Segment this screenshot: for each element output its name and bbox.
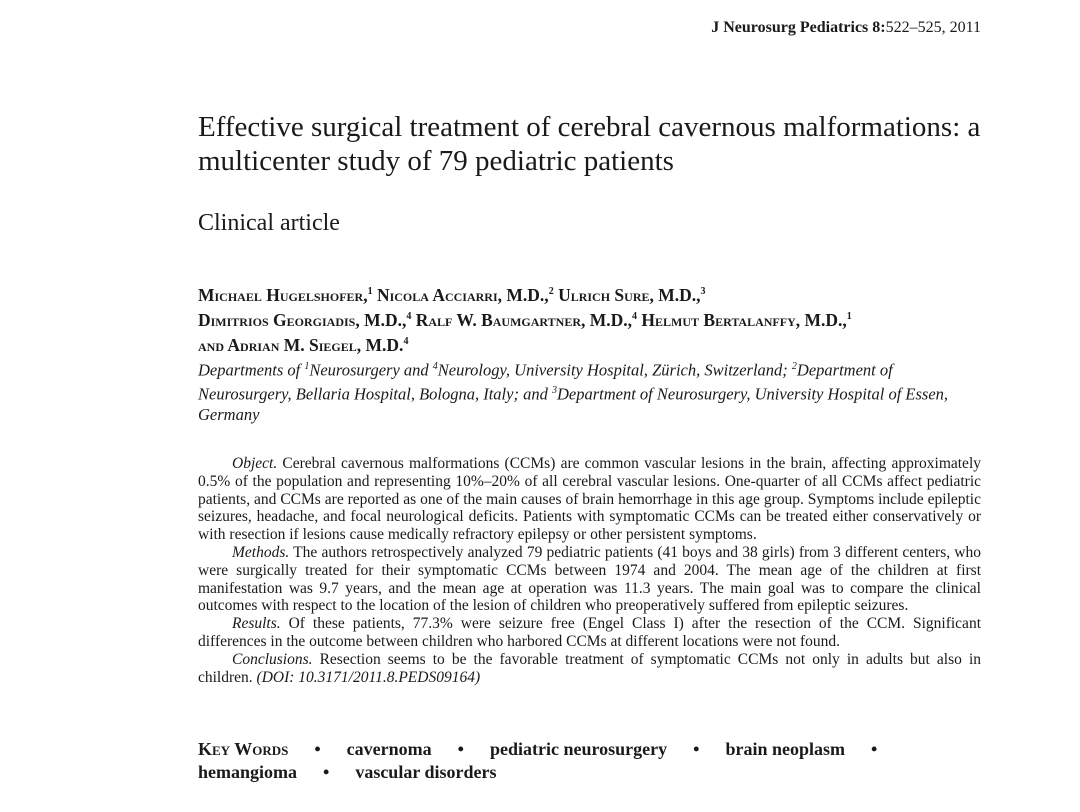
author-affil-mark: 4 bbox=[403, 336, 409, 348]
abstract-methods bbox=[198, 544, 981, 615]
affil-text: Department of Neurosurgery, University Hospital of Essen, Germany bbox=[198, 384, 949, 424]
affil-text: Neurology, University Hospital, Zürich, Switzerland; bbox=[437, 360, 792, 380]
keyword: cavernoma bbox=[346, 739, 432, 759]
author-name: Helmut Bertalanffy, M.D., bbox=[641, 310, 847, 331]
keywords-label: Key Words bbox=[198, 739, 289, 759]
keyword: brain neoplasm bbox=[725, 739, 845, 759]
abstract-results-label: Results. bbox=[232, 615, 281, 633]
author bbox=[198, 310, 411, 330]
author-affil-mark: 3 bbox=[700, 286, 706, 297]
author bbox=[558, 285, 705, 305]
journal-volume: 8: bbox=[872, 19, 886, 36]
abstract-object bbox=[198, 455, 981, 544]
keywords bbox=[198, 738, 988, 784]
author-name: and Adrian M. Siegel, M.D. bbox=[198, 335, 404, 356]
affil-mark: 3 bbox=[551, 385, 557, 396]
keyword-separator: • bbox=[693, 739, 700, 759]
abstract-conclusions bbox=[198, 651, 981, 687]
keyword-separator: • bbox=[457, 739, 464, 759]
abstract-results bbox=[198, 615, 981, 651]
affil-text: Departments of bbox=[198, 360, 305, 380]
author bbox=[198, 335, 408, 355]
affil-mark: 2 bbox=[791, 361, 797, 372]
author-affil-mark: 4 bbox=[632, 311, 638, 323]
keyword: hemangioma bbox=[198, 762, 297, 782]
doi: (DOI: 10.3171/2011.8.PEDS09164) bbox=[256, 668, 481, 686]
keyword: pediatric neurosurgery bbox=[489, 739, 668, 759]
author-affil-mark: 2 bbox=[548, 286, 554, 297]
author-name: Ralf W. Baumgartner, M.D., bbox=[415, 310, 633, 331]
author-name: Nicola Acciarri, M.D., bbox=[376, 284, 549, 305]
keyword-separator: • bbox=[323, 762, 330, 782]
author-affil-mark: 1 bbox=[846, 311, 852, 323]
abstract bbox=[198, 455, 981, 686]
abstract-object-label: Object. bbox=[232, 455, 278, 472]
article-type: Clinical article bbox=[198, 210, 340, 236]
author bbox=[198, 285, 373, 305]
author-affil-mark: 4 bbox=[406, 311, 412, 323]
journal-citation bbox=[711, 19, 981, 37]
affil-mark: 1 bbox=[304, 361, 310, 372]
keyword: vascular disorders bbox=[355, 762, 497, 782]
journal-name: J Neurosurg Pediatrics bbox=[711, 19, 869, 36]
author-list bbox=[198, 281, 998, 357]
author bbox=[377, 285, 554, 305]
author-name: Michael Hugelshofer, bbox=[198, 284, 368, 305]
author-name: Dimitrios Georgiadis, M.D., bbox=[198, 310, 407, 331]
abstract-conclusions-label: Conclusions. bbox=[232, 650, 313, 668]
author-affil-mark: 1 bbox=[367, 286, 373, 297]
abstract-results-text: Of these patients, 77.3% were seizure free (Engel Class I) after the resection of the CCM. Significant differences in the outcome between children who harbored CCMs at different locations were not found. bbox=[198, 615, 981, 650]
affil-text: Department of Neurosurgery, Bellaria Hospital, Bologna, Italy; and bbox=[198, 360, 893, 404]
abstract-methods-text: The authors retrospectively analyzed 79 pediatric patients (41 boys and 38 girls) from 3 different centers, who were surgically treated for their symptomatic CCMs between 1974 and 2004. The mean age of the children at first manifestation was 9.7 years, and the mean age at operation was 11.3 years. The main goal was to compare the clinical outcomes with respect to the location of the lesion of children who preoperatively suffered from epileptic seizures. bbox=[198, 543, 981, 615]
abstract-methods-label: Methods. bbox=[232, 543, 290, 561]
keyword-separator: • bbox=[314, 739, 321, 759]
abstract-object-text: Cerebral cavernous malformations (CCMs) are common vascular lesions in the brain, affecting approximately 0.5% of the population and representing 10%–20% of all cerebral vascular lesions. One-quarter of all CCMs affect pediatric patients, and CCMs are reported as one of the main causes of brain hemorrhage in this age group. Symptoms include epileptic seizures, headache, and focal neurological deficits. Patients with symptomatic CCMs can be treated either conservatively or with resection if lesions cause medically refractory epilepsy or other persistent symptoms. bbox=[198, 455, 981, 544]
affiliations bbox=[198, 357, 988, 426]
author bbox=[641, 310, 851, 330]
affil-text: Neurosurgery and bbox=[309, 360, 433, 380]
journal-pages-year: 522–525, 2011 bbox=[885, 19, 981, 36]
author bbox=[416, 310, 637, 330]
article-title: Effective surgical treatment of cerebral cavernous malformations: a multicenter study of 79 pediatric patients bbox=[198, 111, 981, 177]
author-name: Ulrich Sure, M.D., bbox=[558, 284, 701, 305]
affil-mark: 4 bbox=[432, 361, 438, 372]
abstract-conclusions-text: Resection seems to be the favorable treatment of symptomatic CCMs not only in adults but also in children. bbox=[198, 650, 981, 686]
keyword-separator: • bbox=[870, 739, 878, 759]
